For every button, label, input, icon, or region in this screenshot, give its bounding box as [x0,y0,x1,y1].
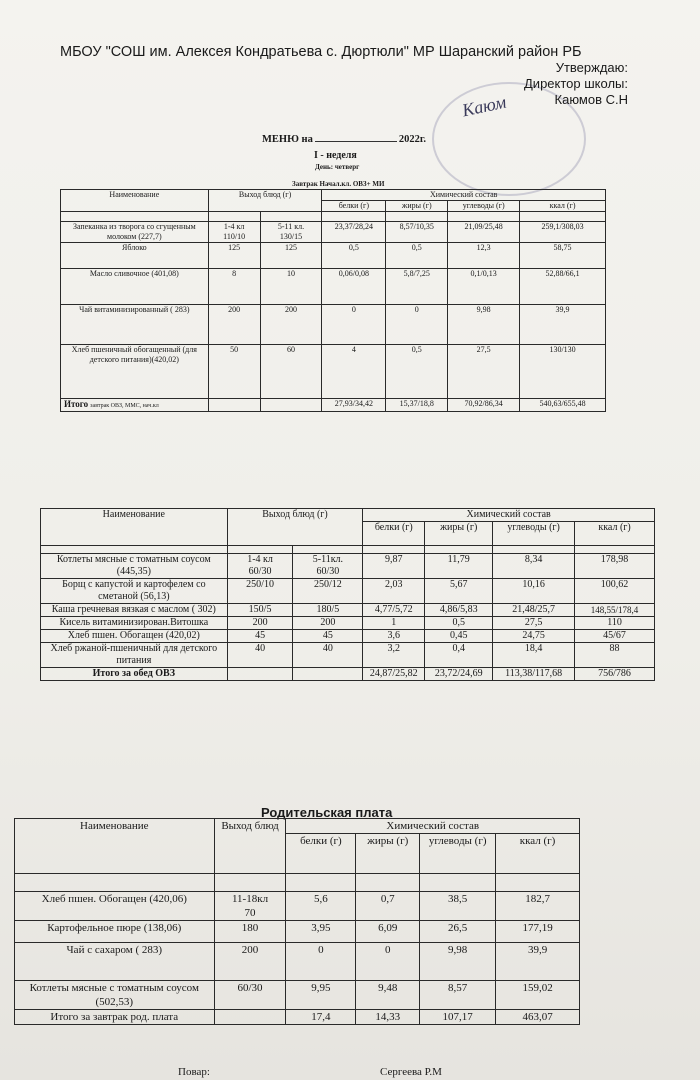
table-row [15,981,580,1010]
cell-proteins: 2,03 [363,579,425,604]
table-total-row [41,668,655,681]
col-header-proteins: белки (г) [322,201,386,212]
cell-fats: 0,5 [425,617,493,630]
dish-name: Хлеб пшеничный обогащенный (для детского питания)(420,02) [61,345,209,399]
total-label: Итого за обед ОВЗ [41,668,228,681]
total-carbs: 70,92/86,34 [448,399,520,412]
day-label: День: четверг [315,163,360,171]
cell-fats: 6,09 [356,921,420,943]
col-header-fats: жиры (г) [386,201,448,212]
col-header-chem: Химический состав [322,190,606,201]
cell-fats: 0,5 [386,243,448,269]
dish-name: Масло сливочное (401,08) [61,269,209,305]
cell-proteins: 1 [363,617,425,630]
col-header-name: Наименование [41,509,228,546]
total-proteins: 27,93/34,42 [322,399,386,412]
cell-kcal: 39,9 [520,305,606,345]
dish-name: Борщ с капустой и картофелем со сметаной (56,13) [41,579,228,604]
table-row [15,943,580,981]
cell-output-511: 125 [260,243,322,269]
table-row [41,630,655,643]
col-header-kcal: ккал (г) [520,201,606,212]
cell-output-511: 10 [260,269,322,305]
cell-carbs: 38,5 [420,892,496,921]
menu-title [262,134,426,145]
cell-fats: 0,4 [425,643,493,668]
cell-proteins: 0,06/0,08 [322,269,386,305]
cell-proteins: 9,95 [286,981,356,1010]
cell-output-511 [293,554,363,579]
col-header-fats: жиры (г) [356,834,420,874]
total-proteins: 17,4 [286,1010,356,1025]
table-header-row [15,819,580,834]
total-carbs: 113,38/117,68 [493,668,575,681]
cell-proteins: 0 [286,943,356,981]
date-blank [315,141,397,142]
table-row [61,243,606,269]
cell-kcal: 148,55/178,4 [575,604,655,617]
cell-carbs: 24,75 [493,630,575,643]
cell-carbs: 8,34 [493,554,575,579]
cell-proteins: 4 [322,345,386,399]
parent-fee-table [14,818,580,1025]
cell-carbs: 18,4 [493,643,575,668]
table-total-row [15,1010,580,1025]
approve-line: Каюмов С.Н [554,92,628,107]
cell-output-511: 40 [293,643,363,668]
table-row [41,604,655,617]
cell-kcal: 159,02 [496,981,580,1010]
cell-output-14: 40 [227,643,293,668]
week-label: I - неделя [314,150,357,161]
cell-output-14: 125 [208,243,260,269]
table-header-row [41,509,655,522]
col-header-output: Выход блюд (г) [208,190,322,212]
cell-kcal: 100,62 [575,579,655,604]
cell-output-14 [227,554,293,579]
cell-output: 60/30 [214,981,286,1010]
cell-proteins: 3,6 [363,630,425,643]
cell-output-14: 200 [227,617,293,630]
cell-output-511: 60 [260,345,322,399]
cell-carbs: 27,5 [493,617,575,630]
cell-carbs: 9,98 [420,943,496,981]
cell-carbs: 21,09/25,48 [448,222,520,243]
table-row [15,921,580,943]
total-label: Итого за завтрак род. плата [15,1010,215,1025]
cell-output-511 [260,222,322,243]
cell-value: 60/30 [248,566,272,577]
parent-fee-title: Родительская плата [261,805,393,820]
table-total-row [61,399,606,412]
breakfast-table [60,189,606,412]
cell-carbs: 27,5 [448,345,520,399]
dish-name: Запеканка из творога со сгущенным молоком (227,7) [61,222,209,243]
cell-proteins: 0 [322,305,386,345]
cell-output [214,892,286,921]
menu-title-prefix: МЕНЮ на [262,134,313,145]
total-kcal: 463,07 [496,1010,580,1025]
cell-kcal: 58,75 [520,243,606,269]
cell-proteins: 3,2 [363,643,425,668]
approve-line: Директор школы: [524,76,628,91]
cell-kcal: 178,98 [575,554,655,579]
table-header-row [61,190,606,201]
table-row [61,305,606,345]
cell-output-14: 8 [208,269,260,305]
cell-kcal: 110 [575,617,655,630]
cell-value: 60/30 [316,566,340,577]
footer-cook-label: Повар: [178,1066,210,1078]
cell-output-14: 50 [208,345,260,399]
footer-cook-name: Сергеева Р.М [380,1066,442,1078]
cell-fats: 0 [386,305,448,345]
cell-value: 70 [244,907,256,919]
cell-output-14: 200 [208,305,260,345]
cell-output-14: 250/10 [227,579,293,604]
cell-kcal: 39,9 [496,943,580,981]
cell-fats: 5,8/7,25 [386,269,448,305]
dish-name: Каша гречневая вязкая с маслом ( 302) [41,604,228,617]
cell-fats: 8,57/10,35 [386,222,448,243]
grade-label: 5-11 кл. [277,222,305,231]
col-header-proteins: белки (г) [363,522,425,546]
cell-output: 200 [214,943,286,981]
dish-name: Картофельное пюре (138,06) [15,921,215,943]
cell-kcal: 52,88/66,1 [520,269,606,305]
grade-label: 11-18кл [231,893,269,905]
cell-fats: 0,45 [425,630,493,643]
cell-output-511: 250/12 [293,579,363,604]
col-header-output: Выход блюд [214,819,286,874]
cell-proteins: 4,77/5,72 [363,604,425,617]
cell-kcal: 259,1/308,03 [520,222,606,243]
table-row [61,269,606,305]
menu-title-year: 2022г. [398,134,427,145]
total-carbs: 107,17 [420,1010,496,1025]
cell-proteins: 0,5 [322,243,386,269]
director-signature: Каюм [460,91,508,121]
total-label: Итого [64,399,89,409]
dish-name: Хлеб пшен. Обогащен (420,02) [41,630,228,643]
cell-fats: 9,48 [356,981,420,1010]
cell-proteins: 3,95 [286,921,356,943]
col-header-chem: Химический состав [286,819,580,834]
total-kcal: 540,63/655,48 [520,399,606,412]
grade-label: 1-4 кл [247,554,273,565]
cell-proteins: 9,87 [363,554,425,579]
grade-label: 1-4 кл [223,222,245,231]
dish-name: Хлеб пшен. Обогащен (420,06) [15,892,215,921]
col-header-output: Выход блюд (г) [227,509,363,546]
col-header-name: Наименование [15,819,215,874]
col-header-carbs: углеводы (г) [493,522,575,546]
cell-output-511: 200 [260,305,322,345]
cell-output-14 [208,222,260,243]
cell-carbs: 9,98 [448,305,520,345]
col-header-fats: жиры (г) [425,522,493,546]
school-name: МБОУ "СОШ им. Алексея Кондратьева с. Дюртюли" МР Шаранский район РБ [60,44,582,60]
col-header-carbs: углеводы (г) [448,201,520,212]
table-row [15,892,580,921]
total-kcal: 756/786 [575,668,655,681]
total-fats: 14,33 [356,1010,420,1025]
cell-carbs: 0,1/0,13 [448,269,520,305]
table-row [41,643,655,668]
cell-kcal: 45/67 [575,630,655,643]
meal-caption: Завтрак Начал.кл. ОВЗ+ МИ [292,180,385,188]
cell-output: 180 [214,921,286,943]
col-header-carbs: углеводы (г) [420,834,496,874]
cell-kcal: 182,7 [496,892,580,921]
cell-kcal: 130/130 [520,345,606,399]
cell-fats: 0,5 [386,345,448,399]
table-row [41,554,655,579]
cell-proteins: 5,6 [286,892,356,921]
cell-value: 110/10 [223,232,246,241]
table-spacer-row [61,212,606,222]
dish-name: Котлеты мясные с томатным соусом (445,35) [41,554,228,579]
col-header-chem: Химический состав [363,509,655,522]
cell-proteins: 23,37/28,24 [322,222,386,243]
cell-carbs: 26,5 [420,921,496,943]
total-label-cell [61,399,209,412]
total-fats: 15,37/18,8 [386,399,448,412]
dish-name: Яблоко [61,243,209,269]
cell-carbs: 12,3 [448,243,520,269]
table-spacer-row [15,874,580,892]
approval-block [524,60,628,108]
cell-fats: 0,7 [356,892,420,921]
dish-name: Кисель витаминизирован.Витошка [41,617,228,630]
table-row [61,345,606,399]
cell-fats: 11,79 [425,554,493,579]
cell-kcal: 177,19 [496,921,580,943]
table-row [61,222,606,243]
cell-carbs: 8,57 [420,981,496,1010]
dish-name: Чай с сахаром ( 283) [15,943,215,981]
cell-output-511: 200 [293,617,363,630]
cell-value: 130/15 [279,232,303,241]
col-header-kcal: ккал (г) [496,834,580,874]
table-row [41,579,655,604]
col-header-kcal: ккал (г) [575,522,655,546]
total-proteins: 24,87/25,82 [363,668,425,681]
cell-output-14: 150/5 [227,604,293,617]
total-fats: 23,72/24,69 [425,668,493,681]
total-label-small: завтрак ОВЗ, ММС, нач.кл [90,403,159,409]
approve-line: Утверждаю: [555,60,628,75]
table-spacer-row [41,546,655,554]
cell-kcal: 88 [575,643,655,668]
col-header-proteins: белки (г) [286,834,356,874]
dish-name: Чай витаминизированный ( 283) [61,305,209,345]
cell-fats: 5,67 [425,579,493,604]
cell-output-14: 45 [227,630,293,643]
dish-name: Котлеты мясные с томатным соусом (502,53) [15,981,215,1010]
col-header-name: Наименование [61,190,209,212]
cell-carbs: 21,48/25,7 [493,604,575,617]
lunch-table [40,508,655,681]
table-row [41,617,655,630]
cell-carbs: 10,16 [493,579,575,604]
dish-name: Хлеб ржаной-пшеничный для детского питания [41,643,228,668]
grade-label: 5-11кл. [312,554,344,565]
cell-fats: 4,86/5,83 [425,604,493,617]
cell-fats: 0 [356,943,420,981]
cell-output-511: 45 [293,630,363,643]
cell-output-511: 180/5 [293,604,363,617]
